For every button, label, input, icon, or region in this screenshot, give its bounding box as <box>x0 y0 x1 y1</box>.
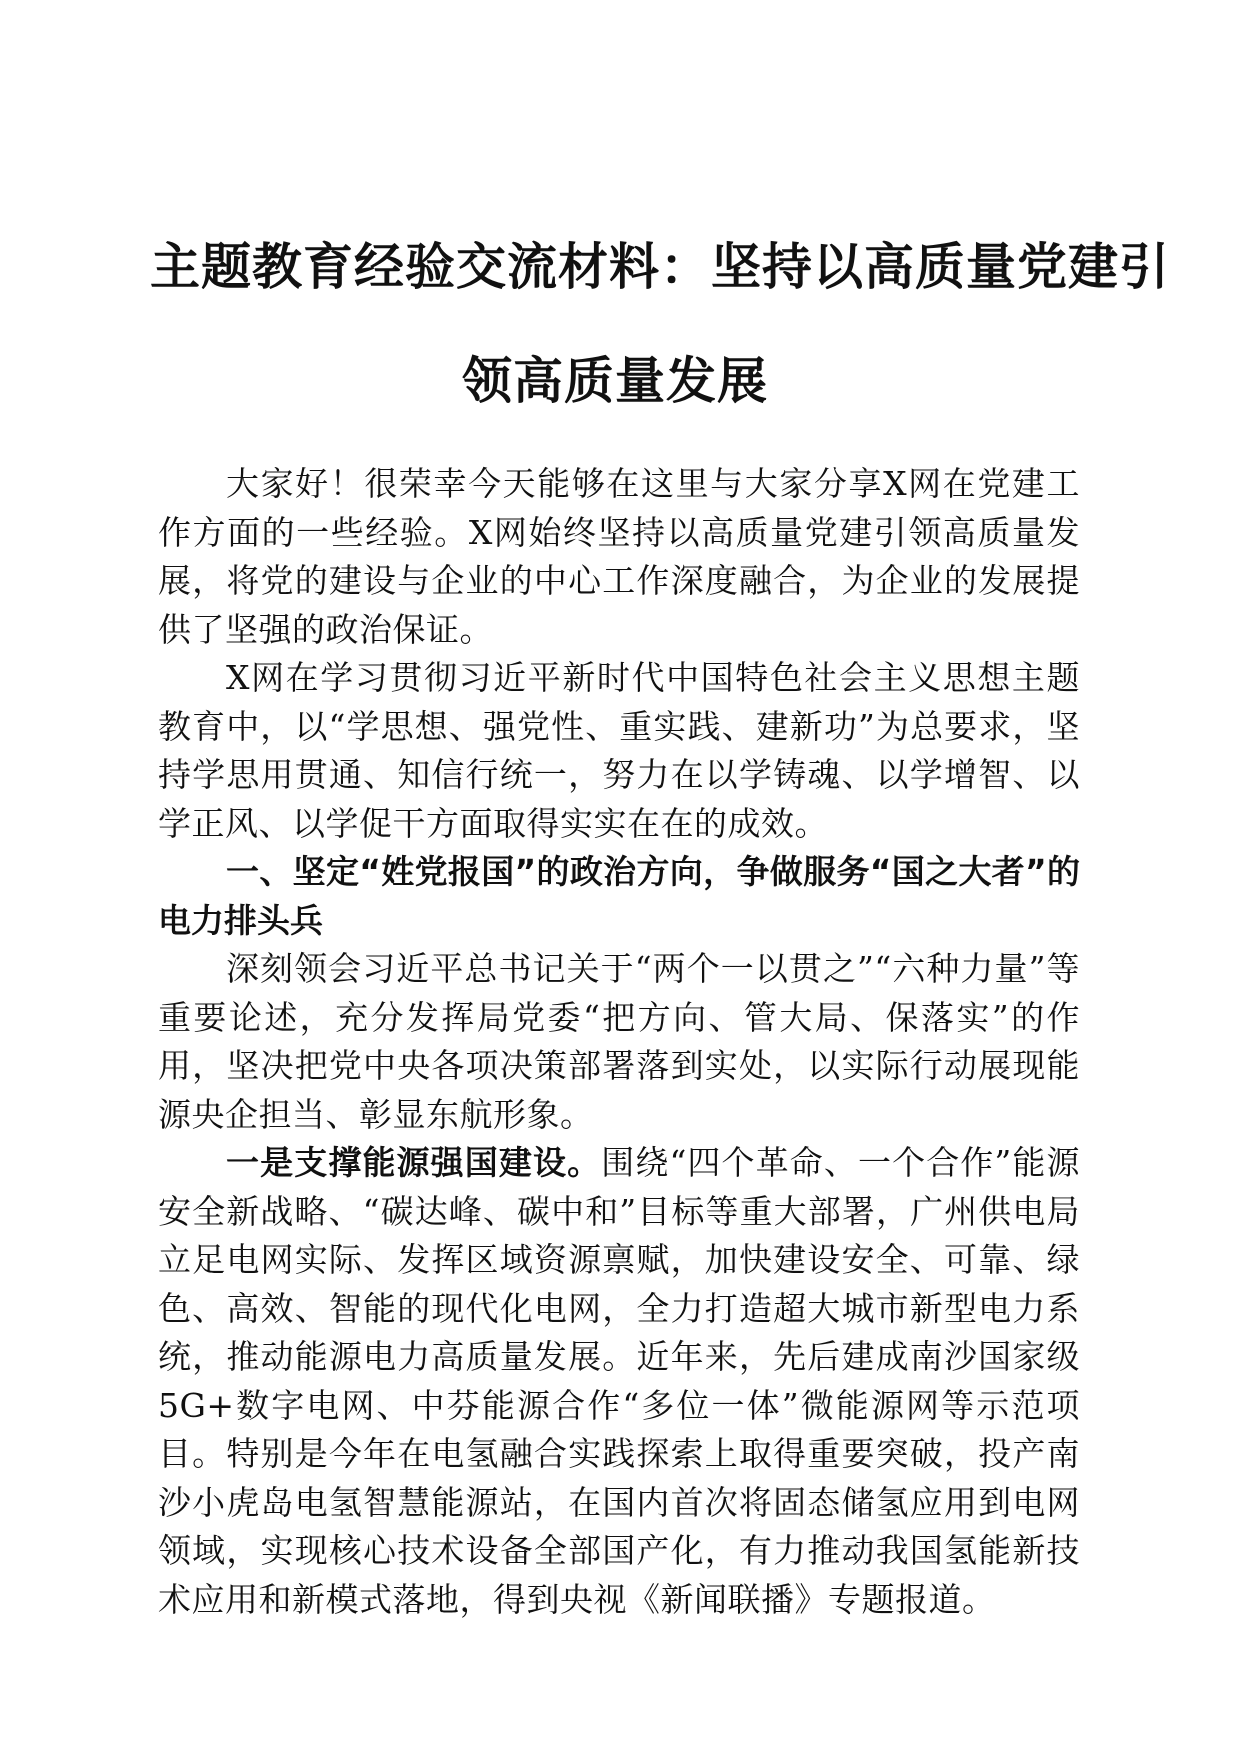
document-title-line-1: 主题教育经验交流材料：坚持以高质量党建引 <box>150 237 1170 296</box>
section-heading-1: 一、坚定“姓党报国”的政治方向，争做服务“国之大者”的电力排头兵 <box>158 852 1080 940</box>
paragraph-section-intro: 深刻领会习近平总书记关于“两个一以贯之”“六种力量”等重要论述，充分发挥局党委“把方向、管大局、保落实”的作用，坚决把党中央各项决策部署落到实处，以实际行动展现能源央企担当、彰显东航形象。 <box>158 949 1080 1134</box>
document-title-line-2: 领高质量发展 <box>462 351 768 410</box>
paragraph-body-text: 围绕“四个革命、一个合作”能源安全新战略、“碳达峰、碳中和”目标等重大部署，广州供电局立足电网实际、发挥区域资源禀赋，加快建设安全、可靠、绿色、高效、智能的现代化电网，全力打造超大城市新型电力系统，推动能源电力高质量发展。近年来，先后建成南沙国家级5G+数字电网、中芬能源合作“多位一体”微能源网等示范项目。特别是今年在电氢融合实践探索上取得重要突破，投产南沙小虎岛电氢智慧能源站，在国内首次将固态储氢应用到电网领域，实现核心技术设备全部国产化，有力推动我国氢能新技术应用和新模式落地，得到央视《新闻联播》专题报道。 <box>158 1143 1081 1619</box>
paragraph-lead-text: 一是支撑能源强国建设。 <box>226 1143 602 1182</box>
paragraph-energy-power <box>158 1139 1080 1624</box>
document-body <box>158 460 1080 1624</box>
paragraph-theme-education: X网在学习贯彻习近平新时代中国特色社会主义思想主题教育中，以“学思想、强党性、重实践、建新功”为总要求，坚持学思用贯通、知信行统一，努力在以学铸魂、以学增智、以学正风、以学促干方面取得实实在在的成效。 <box>158 658 1080 843</box>
paragraph-greeting: 大家好！很荣幸今天能够在这里与大家分享X网在党建工作方面的一些经验。X网始终坚持以高质量党建引领高质量发展，将党的建设与企业的中心工作深度融合，为企业的发展提供了坚强的政治保证。 <box>158 464 1080 649</box>
document-title <box>150 210 1170 438</box>
